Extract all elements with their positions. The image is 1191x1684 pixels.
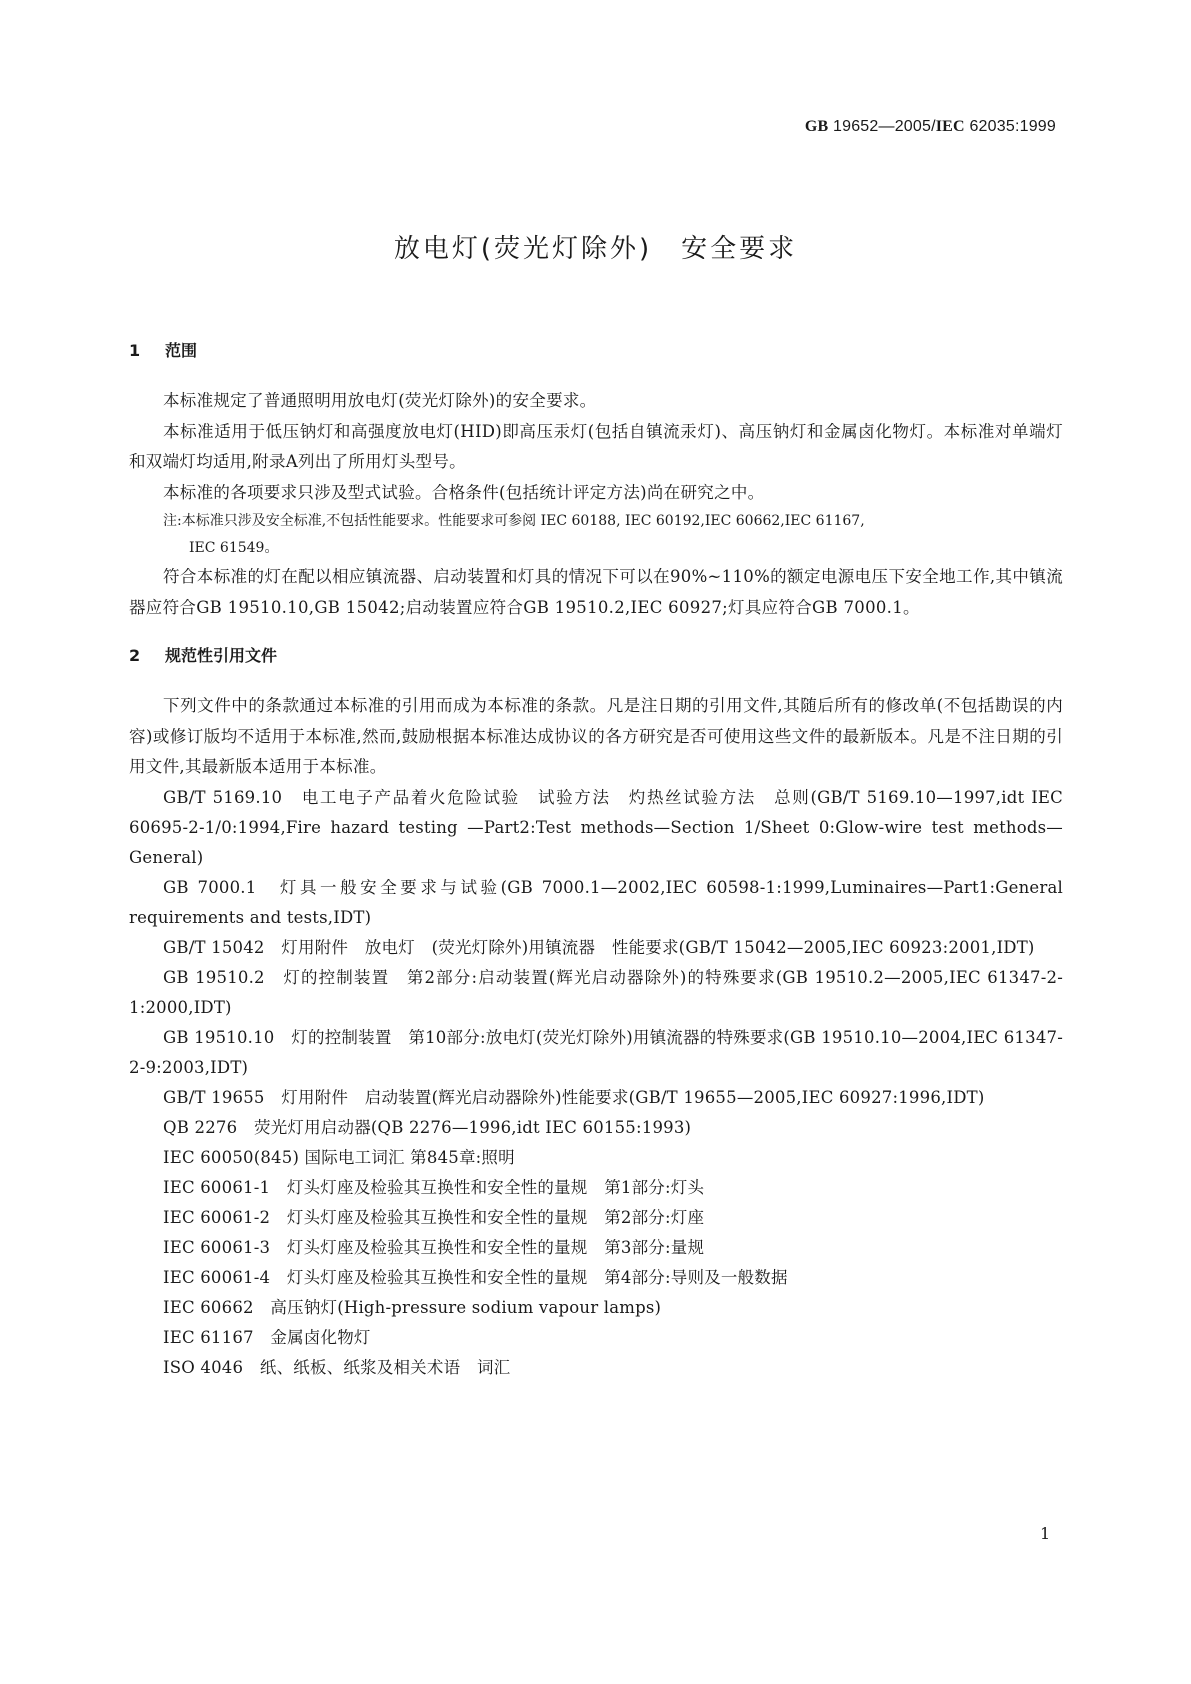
page-number: 1 [1040, 1524, 1051, 1543]
reference-item: IEC 60050(845) 国际电工词汇 第845章:照明 [163, 1147, 515, 1167]
paragraph: 本标准规定了普通照明用放电灯(荧光灯除外)的安全要求。 [163, 391, 597, 410]
document-title: 放电灯(荧光灯除外) 安全要求 [393, 234, 798, 264]
reference-item: QB 2276 荧光灯用启动器(QB 2276—1996,idt IEC 60155:1993) [163, 1117, 692, 1137]
reference-item: GB 19510.10 灯的控制装置 第10部分:放电灯(荧光灯除外)用镇流器的特殊要求(GB 19510.10—2004,IEC 61347-2-9:2003,IDT) [129, 1027, 1063, 1077]
code-suffix: 62035:1999 [964, 118, 1056, 135]
paragraph: 符合本标准的灯在配以相应镇流器、启动装置和灯具的情况下可以在90%~110%的额定电源电压下安全地工作,其中镇流器应符合GB 19510.10,GB 15042;启动装置应符合GB 19510.2,IEC 60927;灯具应符合GB 7000.1。 [129, 567, 1063, 617]
reference-item: IEC 60061-1 灯头灯座及检验其互换性和安全性的量规 第1部分:灯头 [163, 1177, 705, 1197]
paragraph: 下列文件中的条款通过本标准的引用而成为本标准的条款。凡是注日期的引用文件,其随后所有的修改单(不包括勘误的内容)或修订版均不适用于本标准,然而,鼓励根据本标准达成协议的各方研究是否可使用这些文件的最新版本。凡是不注日期的引用文件,其最新版本适用于本标准。 [129, 696, 1063, 776]
reference-item: GB 19510.2 灯的控制装置 第2部分:启动装置(辉光启动器除外)的特殊要求(GB 19510.2—2005,IEC 61347-2-1:2000,IDT) [129, 967, 1063, 1017]
section-heading [129, 641, 1063, 671]
standard-code [805, 118, 1056, 136]
reference-item: IEC 60662 高压钠灯(High-pressure sodium vapour lamps) [163, 1297, 662, 1317]
note [129, 508, 1063, 562]
code-iec: IEC [935, 118, 965, 135]
document-body [129, 336, 1063, 1383]
code-prefix: GB [804, 118, 829, 135]
paragraph: 本标准适用于低压钠灯和高强度放电灯(HID)即高压汞灯(包括自镇流汞灯)、高压钠灯和金属卤化物灯。本标准对单端灯和双端灯均适用,附录A列出了所用灯头型号。 [129, 421, 1063, 471]
reference-item: ISO 4046 纸、纸板、纸浆及相关术语 词汇 [163, 1357, 511, 1377]
section-number: 2 [129, 646, 141, 665]
reference-item: GB/T 19655 灯用附件 启动装置(辉光启动器除外)性能要求(GB/T 19655—2005,IEC 60927:1996,IDT) [163, 1087, 985, 1107]
reference-item: GB/T 15042 灯用附件 放电灯 (荧光灯除外)用镇流器 性能要求(GB/T 15042—2005,IEC 60923:2001,IDT) [163, 937, 1035, 957]
reference-item: IEC 60061-4 灯头灯座及检验其互换性和安全性的量规 第4部分:导则及一般数据 [163, 1267, 788, 1287]
note-line: 注:本标准只涉及安全标准,不包括性能要求。性能要求可参阅 IEC 60188, IEC 60192,IEC 60662,IEC 61167, [163, 513, 865, 529]
section-number: 1 [129, 341, 141, 360]
reference-item: GB/T 5169.10 电工电子产品着火危险试验 试验方法 灼热丝试验方法 总则(GB/T 5169.10—1997,idt IEC 60695-2-1/0:1994,Fire hazard testing —Part2:Test methods—Section 1/Sheet 0:Glow-wire test methods—General) [129, 787, 1063, 867]
note-line: IEC 61549。 [189, 540, 279, 556]
code-main: 19652—2005/ [828, 118, 936, 135]
section-scope [129, 336, 1063, 623]
reference-item: GB 7000.1 灯具一般安全要求与试验(GB 7000.1—2002,IEC 60598-1:1999,Luminaires—Part1:General requirements and tests,IDT) [129, 877, 1063, 927]
section-heading [129, 336, 1063, 366]
section-title: 规范性引用文件 [165, 646, 278, 665]
reference-item: IEC 61167 金属卤化物灯 [163, 1327, 371, 1347]
reference-item: IEC 60061-3 灯头灯座及检验其互换性和安全性的量规 第3部分:量规 [163, 1237, 705, 1257]
paragraph: 本标准的各项要求只涉及型式试验。合格条件(包括统计评定方法)尚在研究之中。 [163, 482, 765, 502]
section-normative-references [129, 641, 1063, 1383]
reference-item: IEC 60061-2 灯头灯座及检验其互换性和安全性的量规 第2部分:灯座 [163, 1207, 705, 1227]
section-title: 范围 [165, 341, 198, 360]
